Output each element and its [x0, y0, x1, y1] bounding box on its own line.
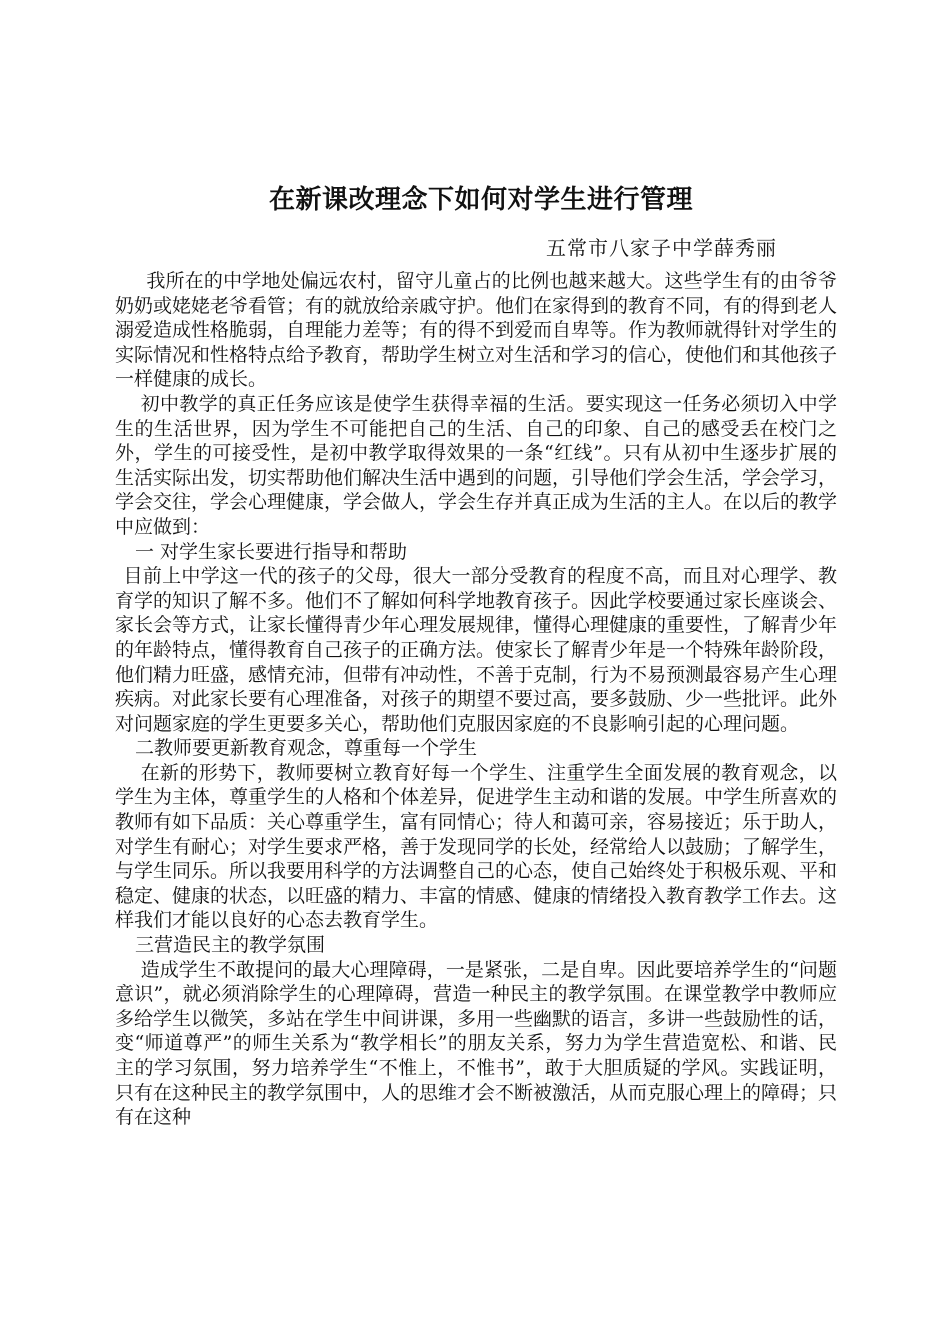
section-heading-teachers: 二教师要更新教育观念，尊重每一个学生	[134, 737, 477, 760]
paragraph-task: 初中教学的真正任务应该是使学生获得幸福的生活。要实现这一任务必须切入中学生的生活世界，因为学生不可能把自己的生活、自己的印象、自己的感受丢在校门之外，学生的可接受性，是初中教学取得效果的一条“红线”。只有从初中生逐步扩展的生活实际出发，切实帮助他们解决生活中遇到的问题，引导他们学会生活，学会学习，学会交往，学会心理健康，学会做人，学会生存并真正成为生活的主人。在以后的教学中应做到：	[115, 392, 838, 538]
paragraph-intro: 我所在的中学地处偏远农村，留守儿童占的比例也越来越大。这些学生有的由爷爷奶奶或姥姥老爷看管；有的就放给亲戚守护。他们在家得到的教育不同，有的得到老人溺爱造成性格脆弱，自理能力差等；有的得不到爱而自卑等。作为教师就得针对学生的实际情况和性格特点给予教育，帮助学生树立对生活和学习的信心，使他们和其他孩子一样健康的成长。	[115, 270, 838, 391]
document-title: 在新课改理念下如何对学生进行管理	[268, 185, 693, 215]
section-heading-parents: 一 对学生家长要进行指导和帮助	[134, 540, 407, 563]
section-heading-democracy: 三营造民主的教学氛围	[134, 934, 325, 957]
paragraph-democracy: 造成学生不敢提问的最大心理障碍，一是紧张，二是自卑。因此要培养学生的“问题意识”，就必须消除学生的心理障碍，营造一种民主的教学氛围。在课堂教学中教师应多给学生以微笑，多站在学生中间讲课，多用一些幽默的语言，多讲一些鼓励性的话，变“师道尊严”的师生关系为“教学相长”的朋友关系，努力为学生营造宽松、和谐、民主的学习氛围，努力培养学生“不惟上，不惟书”，敢于大胆质疑的学风。实践证明，只有在这种民主的教学氛围中，人的思维才会不断被激活，从而克服心理上的障碍；只有在这种	[115, 958, 838, 1129]
document-content	[115, 182, 837, 1130]
paragraph-parents: 目前上中学这一代的孩子的父母，很大一部分受教育的程度不高，而且对心理学、教育学的知识了解不多。他们不了解如何科学地教育孩子。因此学校要通过家长座谈会、家长会等方式，让家长懂得青少年心理发展规律，懂得心理健康的重要性，了解青少年的年龄特点，懂得教育自己孩子的正确方法。使家长了解青少年是一个特殊年龄阶段，他们精力旺盛，感情充沛，但带有冲动性，不善于克制，行为不易预测最容易产生心理疾病。对此家长要有心理准备，对孩子的期望不要过高，要多鼓励、少一些批评。此外对问题家庭的学生更要多关心，帮助他们克服因家庭的不良影响引起的心理问题。	[115, 565, 838, 735]
document-body	[115, 269, 837, 1130]
document-author: 五常市八家子中学薛秀丽	[546, 236, 777, 260]
paragraph-teachers: 在新的形势下，教师要树立教育好每一个学生、注重学生全面发展的教育观念，以学生为主体，尊重学生的人格和个体差异，促进学生主动和谐的发展。中学生所喜欢的教师有如下品质：关心尊重学生，富有同情心；待人和蔼可亲，容易接近；乐于助人，对学生有耐心；对学生要求严格，善于发现同学的长处，经常给人以鼓励；了解学生，与学生同乐。所以我要用科学的方法调整自己的心态，使自己始终处于积极乐观、平和稳定、健康的状态，以旺盛的精力、丰富的情感、健康的情绪投入教育教学工作去。这样我们才能以良好的心态去教育学生。	[115, 761, 838, 932]
